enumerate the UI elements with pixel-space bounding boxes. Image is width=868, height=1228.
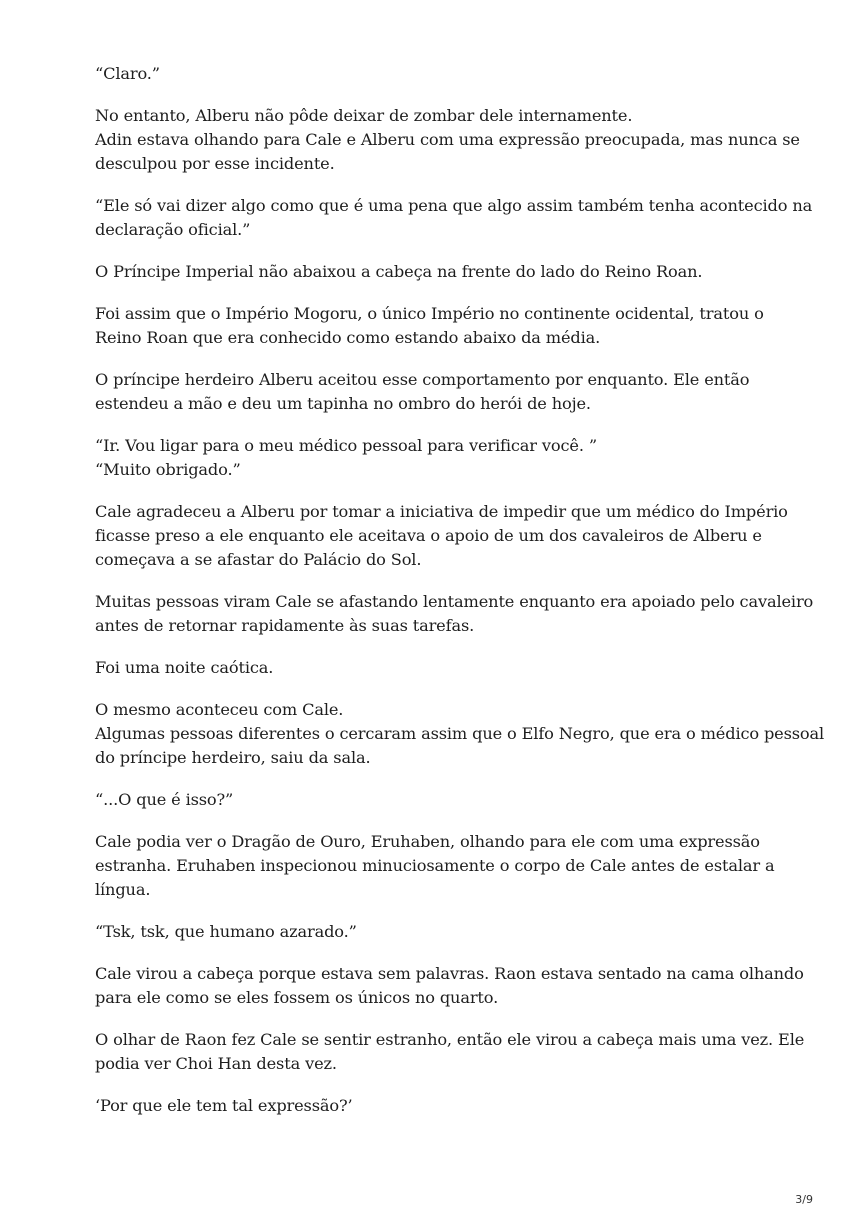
- paragraph: [95, 368, 795, 416]
- text-line: estranha. Eruhaben inspecionou minuciosamente o corpo de Cale antes de estalar a: [95, 856, 775, 875]
- paragraph: [95, 1028, 805, 1076]
- text-line: para ele como se eles fossem os únicos no quarto.: [95, 988, 499, 1007]
- paragraph: [95, 104, 800, 176]
- text-line: Algumas pessoas diferentes o cercaram assim que o Elfo Negro, que era o médico pessoal: [95, 724, 825, 743]
- text-line: O Príncipe Imperial não abaixou a cabeça na frente do lado do Reino Roan.: [95, 262, 703, 281]
- text-line: ficasse preso a ele enquanto ele aceitava o apoio de um dos cavaleiros de Alberu e: [95, 526, 762, 545]
- text-line: No entanto, Alberu não pôde deixar de zombar dele internamente.: [95, 106, 633, 125]
- text-line: “...O que é isso?”: [95, 790, 234, 809]
- text-line: “Tsk, tsk, que humano azarado.”: [95, 922, 357, 941]
- paragraph: [95, 698, 825, 770]
- text-line: O mesmo aconteceu com Cale.: [95, 700, 344, 719]
- paragraph: [95, 434, 795, 482]
- text-line: O olhar de Raon fez Cale se sentir estranho, então ele virou a cabeça mais uma vez. Ele: [95, 1030, 805, 1049]
- text-line: podia ver Choi Han desta vez.: [95, 1054, 337, 1073]
- paragraph: [95, 920, 795, 944]
- paragraph: [95, 194, 813, 242]
- text-line: Reino Roan que era conhecido como estando abaixo da média.: [95, 328, 601, 347]
- paragraph: [95, 62, 795, 86]
- text-line: Foi assim que o Império Mogoru, o único Império no continente ocidental, tratou o: [95, 304, 764, 323]
- paragraph: [95, 830, 795, 902]
- text-line: começava a se afastar do Palácio do Sol.: [95, 550, 422, 569]
- paragraph: [95, 590, 814, 638]
- text-line: “Ir. Vou ligar para o meu médico pessoal para verificar você. ”: [95, 436, 597, 455]
- text-line: desculpou por esse incidente.: [95, 154, 335, 173]
- paragraph: [95, 656, 795, 680]
- document-body: [95, 62, 825, 1136]
- text-line: Cale virou a cabeça porque estava sem palavras. Raon estava sentado na cama olhando: [95, 964, 804, 983]
- text-line: ‘Por que ele tem tal expressão?’: [95, 1096, 353, 1115]
- text-line: Cale agradeceu a Alberu por tomar a iniciativa de impedir que um médico do Império: [95, 502, 788, 521]
- text-line: O príncipe herdeiro Alberu aceitou esse comportamento por enquanto. Ele então: [95, 370, 750, 389]
- text-line: “Claro.”: [95, 64, 160, 83]
- text-line: Adin estava olhando para Cale e Alberu com uma expressão preocupada, mas nunca se: [95, 130, 800, 149]
- text-line: Foi uma noite caótica.: [95, 658, 274, 677]
- text-line: estendeu a mão e deu um tapinha no ombro do herói de hoje.: [95, 394, 591, 413]
- paragraph: [95, 260, 795, 284]
- text-line: antes de retornar rapidamente às suas tarefas.: [95, 616, 475, 635]
- text-line: declaração oficial.”: [95, 220, 251, 239]
- paragraph: [95, 788, 795, 812]
- text-line: “Muito obrigado.”: [95, 460, 241, 479]
- page-number: 3/9: [795, 1193, 813, 1206]
- text-line: Cale podia ver o Dragão de Ouro, Eruhaben, olhando para ele com uma expressão: [95, 832, 760, 851]
- text-line: língua.: [95, 880, 151, 899]
- paragraph: [95, 302, 795, 350]
- text-line: Muitas pessoas viram Cale se afastando lentamente enquanto era apoiado pelo cavaleiro: [95, 592, 814, 611]
- paragraph: [95, 1094, 795, 1118]
- paragraph: [95, 962, 804, 1010]
- text-line: “Ele só vai dizer algo como que é uma pena que algo assim também tenha acontecido na: [95, 196, 813, 215]
- text-line: do príncipe herdeiro, saiu da sala.: [95, 748, 371, 767]
- paragraph: [95, 500, 795, 572]
